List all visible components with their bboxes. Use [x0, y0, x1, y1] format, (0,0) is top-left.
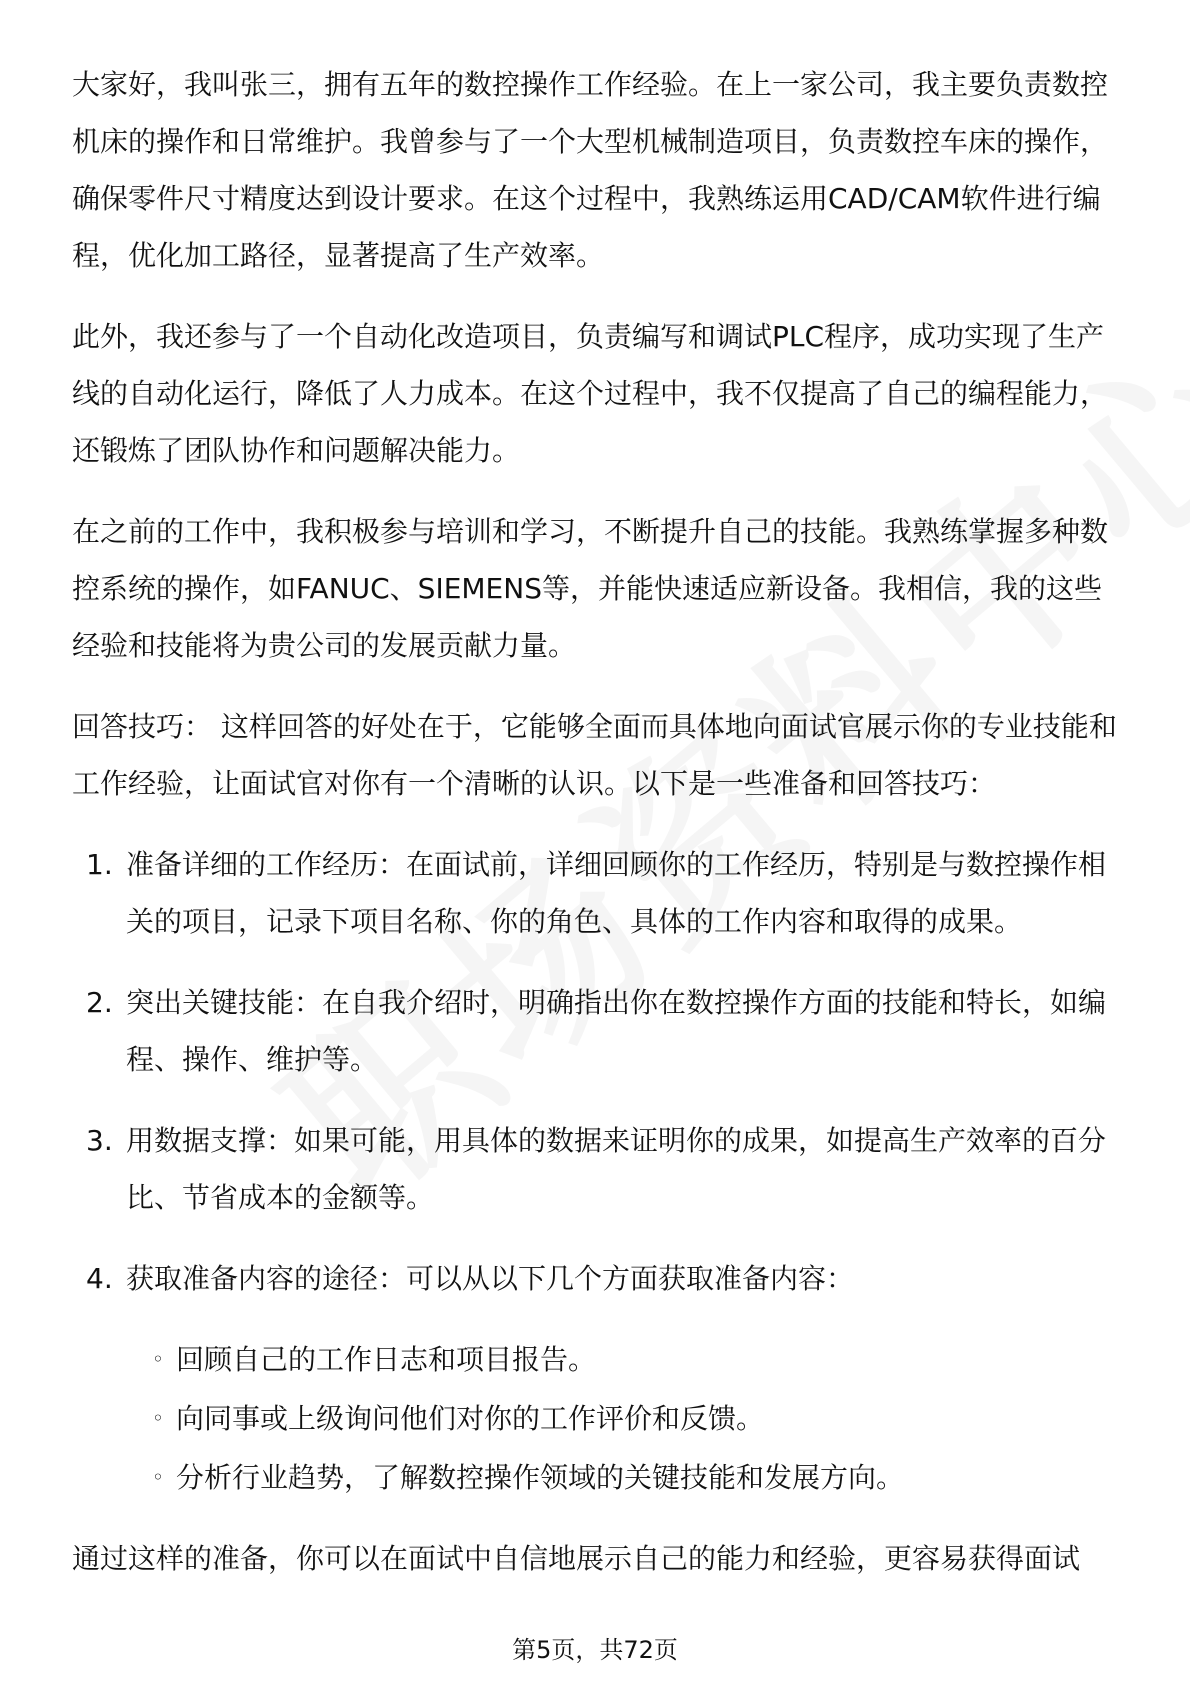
paragraph-automation: 此外，我还参与了一个自动化改造项目，负责编写和调试PLC程序，成功实现了生产线的自动化运行，降低了人力成本。在这个过程中，我不仅提高了自己的编程能力，还锻炼了团队协作和问题解决能力。: [72, 320, 1109, 467]
paragraph-answer-tips: 回答技巧： 这样回答的好处在于，它能够全面而具体地向面试官展示你的专业技能和工作经验，让面试官对你有一个清晰的认识。以下是一些准备和回答技巧：: [72, 710, 1117, 800]
page-footer: 第5页，共72页: [512, 1636, 678, 1664]
list-number: 2.: [86, 986, 113, 1019]
tips-list: [72, 836, 1122, 1307]
bullet-circle-icon: ◦: [152, 1347, 164, 1371]
sublist-item: [72, 1449, 1122, 1506]
list-item-text: 突出关键技能：在自我介绍时，明确指出你在数控操作方面的技能和特长，如编程、操作、维护等。: [126, 986, 1107, 1076]
paragraph-intro: 大家好，我叫张三，拥有五年的数控操作工作经验。在上一家公司，我主要负责数控机床的操作和日常维护。我曾参与了一个大型机械制造项目，负责数控车床的操作，确保零件尺寸精度达到设计要求。在这个过程中，我熟练运用CAD/CAM软件进行编程，优化加工路径，显著提高了生产效率。: [72, 68, 1109, 272]
sublist-item-text: 向同事或上级询问他们对你的工作评价和反馈。: [176, 1402, 765, 1435]
document-body: [72, 56, 1122, 1611]
sublist-item: [72, 1331, 1122, 1388]
list-number: 1.: [86, 848, 113, 881]
list-item: [72, 836, 1122, 950]
list-item-text: 准备详细的工作经历：在面试前，详细回顾你的工作经历，特别是与数控操作相关的项目，记录下项目名称、你的角色、具体的工作内容和取得的成果。: [126, 848, 1107, 938]
list-item: [72, 974, 1122, 1088]
bullet-circle-icon: ◦: [152, 1465, 164, 1489]
list-number: 4.: [86, 1262, 113, 1295]
sublist-item: [72, 1390, 1122, 1447]
sublist-item-text: 分析行业趋势，了解数控操作领域的关键技能和发展方向。: [176, 1461, 905, 1494]
sources-sublist: [72, 1331, 1122, 1506]
paragraph-training: 在之前的工作中，我积极参与培训和学习，不断提升自己的技能。我熟练掌握多种数控系统的操作，如FANUC、SIEMENS等，并能快速适应新设备。我相信，我的这些经验和技能将为贵公司的发展贡献力量。: [72, 515, 1109, 662]
list-item-text: 用数据支撑：如果可能，用具体的数据来证明你的成果，如提高生产效率的百分比、节省成本的金额等。: [126, 1124, 1107, 1214]
list-item: [72, 1112, 1122, 1226]
list-item-text: 获取准备内容的途径：可以从以下几个方面获取准备内容：: [126, 1262, 855, 1295]
list-number: 3.: [86, 1124, 113, 1157]
paragraph-closing: 通过这样的准备，你可以在面试中自信地展示自己的能力和经验，更容易获得面试: [72, 1542, 1081, 1575]
bullet-circle-icon: ◦: [152, 1406, 164, 1430]
list-item: [72, 1250, 1122, 1307]
sublist-item-text: 回顾自己的工作日志和项目报告。: [176, 1343, 597, 1376]
